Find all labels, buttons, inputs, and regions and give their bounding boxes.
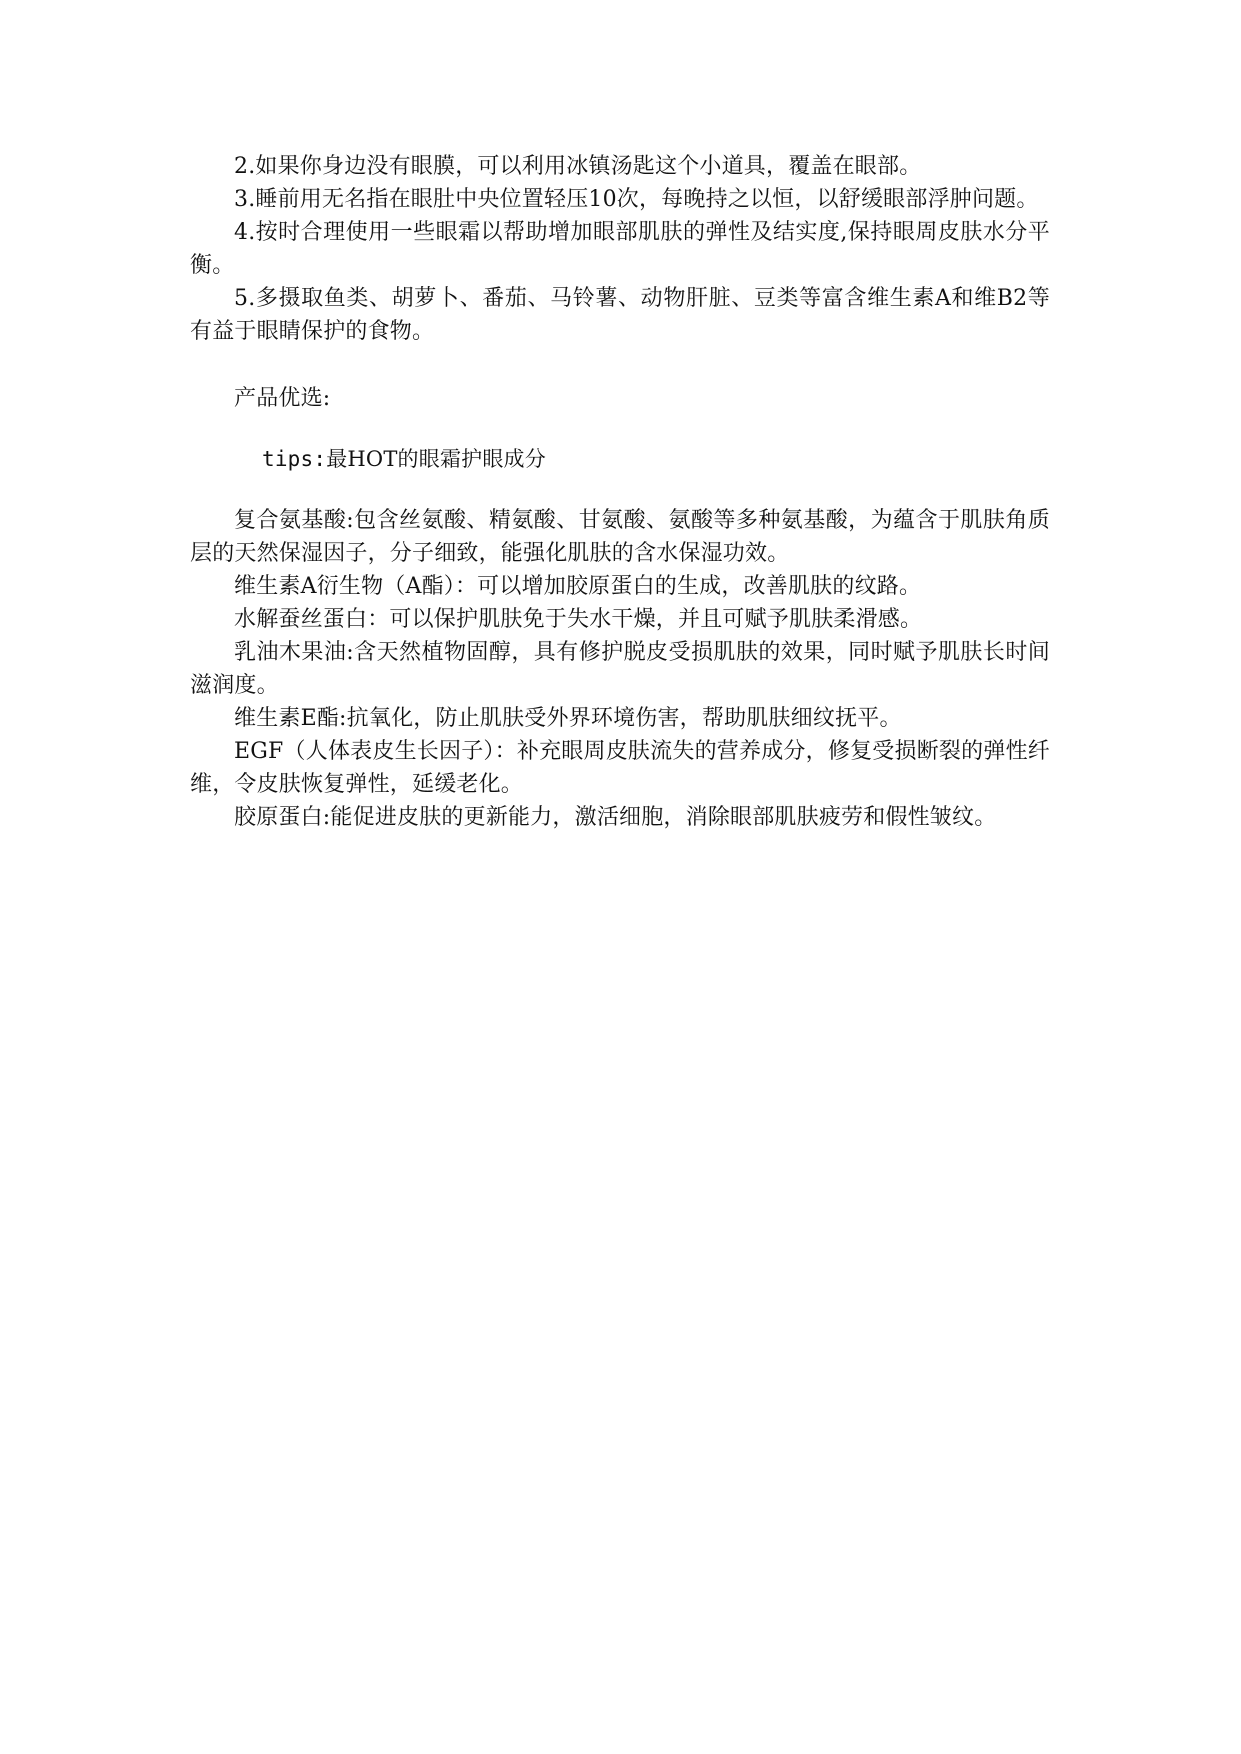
ingredient-egf: EGF（人体表皮生长因子）：补充眼周皮肤流失的营养成分，修复受损断裂的弹性纤维，令皮肤恢复弹性，延缓老化。 bbox=[190, 739, 1050, 797]
tips-label: tips: bbox=[262, 447, 327, 471]
ingredient-amino-acids: 复合氨基酸:包含丝氨酸、精氨酸、甘氨酸、氨酸等多种氨基酸，为蕴含于肌肤角质层的天然保湿因子，分子细致，能强化肌肤的含水保湿功效。 bbox=[190, 508, 1050, 566]
tip-item-3: 3.睡前用无名指在眼肚中央位置轻压10次，每晚持之以恒，以舒缓眼部浮肿问题。 bbox=[234, 187, 1039, 212]
tips-text: 最HOT的眼霜护眼成分 bbox=[326, 447, 546, 471]
ingredient-silk-protein: 水解蚕丝蛋白：可以保护肌肤免于失水干燥，并且可赋予肌肤柔滑感。 bbox=[234, 607, 923, 632]
ingredient-vitamin-a: 维生素A衍生物（A酯）：可以增加胶原蛋白的生成，改善肌肤的纹路。 bbox=[234, 574, 922, 599]
spacer bbox=[190, 476, 1050, 504]
ingredient-collagen: 胶原蛋白:能促进皮肤的更新能力，激活细胞，消除眼部肌肤疲劳和假性皱纹。 bbox=[234, 805, 997, 830]
section-heading: 产品优选: bbox=[234, 386, 331, 411]
tip-item-5: 5.多摄取鱼类、胡萝卜、番茄、马铃薯、动物肝脏、豆类等富含维生素A和维B2等有益于眼睛保护的食物。 bbox=[190, 286, 1050, 344]
spacer bbox=[190, 348, 1050, 382]
spacer bbox=[190, 415, 1050, 443]
tip-item-4: 4.按时合理使用一些眼霜以帮助增加眼部肌肤的弹性及结实度,保持眼周皮肤水分平衡。 bbox=[190, 220, 1050, 278]
tip-item-2: 2.如果你身边没有眼膜，可以利用冰镇汤匙这个小道具，覆盖在眼部。 bbox=[234, 154, 922, 179]
tips-line bbox=[190, 443, 1050, 476]
document-body bbox=[190, 150, 1050, 834]
ingredient-vitamin-e: 维生素E酯:抗氧化，防止肌肤受外界环境伤害，帮助肌肤细纹抚平。 bbox=[234, 706, 902, 731]
ingredient-shea-butter: 乳油木果油:含天然植物固醇，具有修护脱皮受损肌肤的效果，同时赋予肌肤长时间滋润度。 bbox=[190, 640, 1050, 698]
